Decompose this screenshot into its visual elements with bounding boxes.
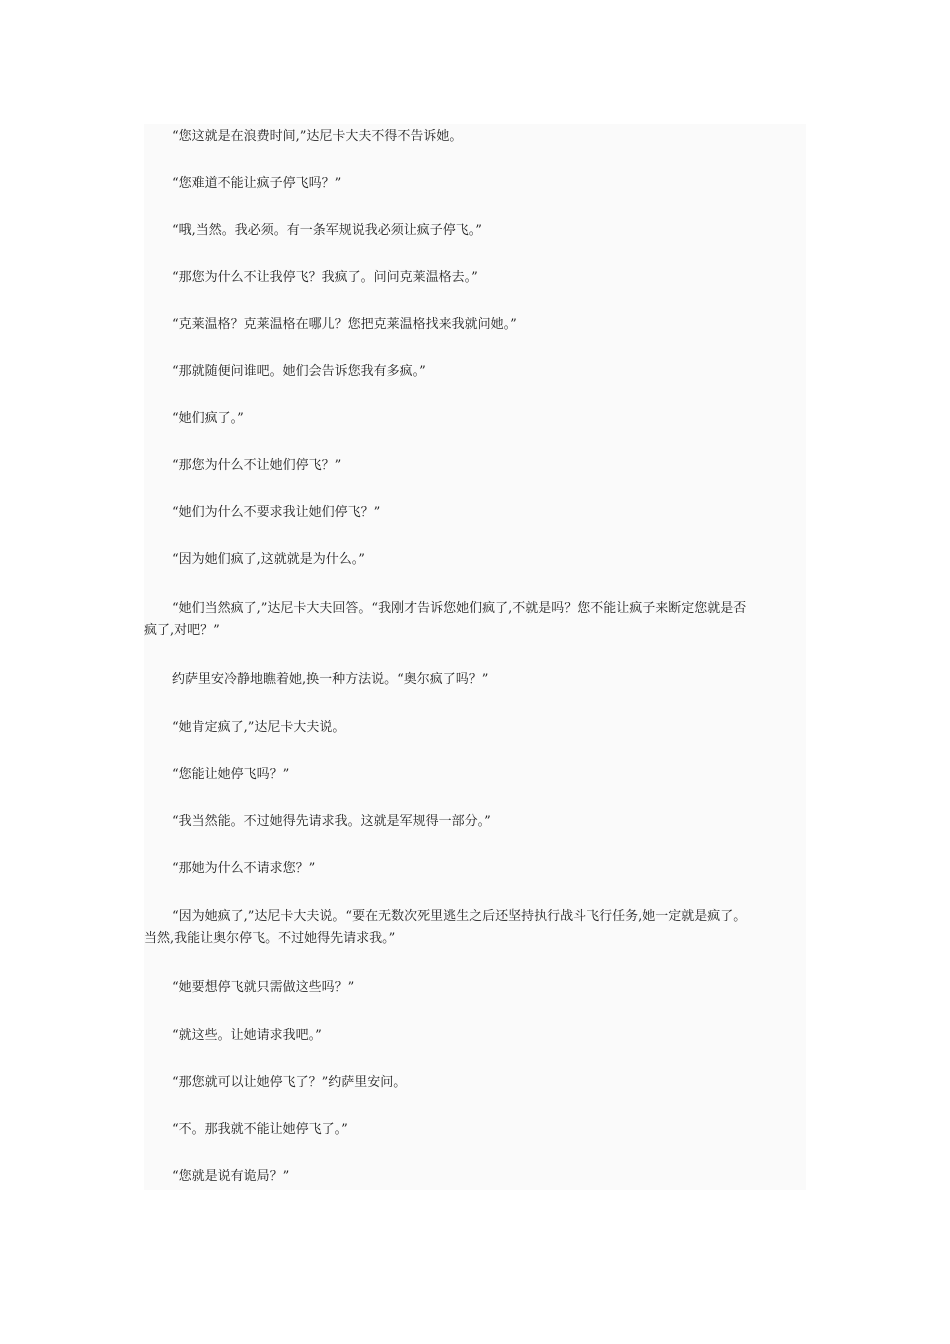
paragraph xyxy=(144,1119,806,1141)
paragraph xyxy=(144,764,806,786)
text-block xyxy=(144,124,806,1190)
paragraph-line: 当然,我能让奥尔停飞。不过她得先请求我。” xyxy=(144,931,396,946)
paragraph xyxy=(144,267,806,289)
paragraph xyxy=(144,549,806,571)
paragraph xyxy=(144,173,806,195)
paragraph-line: “她要想停飞就只需做这些吗？” xyxy=(172,980,355,995)
paragraph-line: “那您为什么不让她们停飞？” xyxy=(172,458,342,473)
paragraph-line: “她们当然疯了,”达尼卡大夫回答。“我刚才告诉您她们疯了,不就是吗？您不能让疯子来断定您就是否 xyxy=(172,601,747,616)
paragraph xyxy=(144,598,806,642)
paragraph xyxy=(144,811,806,833)
paragraph-line: “那她为什么不请求您？” xyxy=(172,861,316,876)
paragraph-line: “因为她疯了,”达尼卡大夫说。“要在无数次死里逃生之后还坚持执行战斗飞行任务,她一定就是疯了。 xyxy=(172,909,747,924)
paragraph xyxy=(144,906,806,950)
paragraph xyxy=(144,408,806,430)
paragraph xyxy=(144,669,806,691)
paragraph xyxy=(144,717,806,739)
paragraph xyxy=(144,314,806,336)
paragraph xyxy=(144,455,806,477)
paragraph-line: “就这些。让她请求我吧。” xyxy=(172,1028,322,1043)
paragraph-line: “克莱温格？克莱温格在哪儿？您把克莱温格找来我就问她。” xyxy=(172,317,517,332)
paragraph-line: “哦,当然。我必须。有一条军规说我必须让疯子停飞。” xyxy=(172,223,482,238)
paragraph xyxy=(144,1025,806,1047)
paragraph-line: “您这就是在浪费时间,”达尼卡大夫不得不告诉她。 xyxy=(172,129,463,144)
paragraph-line: “您能让她停飞吗？” xyxy=(172,767,290,782)
paragraph-line: “那您就可以让她停飞了？”约萨里安问。 xyxy=(172,1075,407,1090)
paragraph xyxy=(144,977,806,999)
paragraph-line: “她肯定疯了,”达尼卡大夫说。 xyxy=(172,720,346,735)
paragraph xyxy=(144,126,806,148)
paragraph-line: “那您为什么不让我停飞？我疯了。问问克莱温格去。” xyxy=(172,270,478,285)
paragraph-line: “她们疯了。” xyxy=(172,411,244,426)
paragraph xyxy=(144,361,806,383)
paragraph xyxy=(144,858,806,880)
paragraph xyxy=(144,502,806,524)
paragraph-line: “因为她们疯了,这就就是为什么。” xyxy=(172,552,365,567)
paragraph-line: “不。那我就不能让她停飞了。” xyxy=(172,1122,348,1137)
paragraph xyxy=(144,1072,806,1094)
paragraph-line: “您难道不能让疯子停飞吗？” xyxy=(172,176,342,191)
paragraph-line: 约萨里安冷静地瞧着她,换一种方法说。“奥尔疯了吗？” xyxy=(172,672,489,687)
paragraph xyxy=(144,220,806,242)
paragraph-line: “我当然能。不过她得先请求我。这就是军规得一部分。” xyxy=(172,814,491,829)
paragraph-line: “那就随便问谁吧。她们会告诉您我有多疯。” xyxy=(172,364,426,379)
paragraph-line: “您就是说有诡局？” xyxy=(172,1169,290,1184)
paragraph-line: 疯了,对吧？” xyxy=(144,623,220,638)
paragraph-line: “她们为什么不要求我让她们停飞？” xyxy=(172,505,381,520)
paragraph xyxy=(144,1166,806,1188)
